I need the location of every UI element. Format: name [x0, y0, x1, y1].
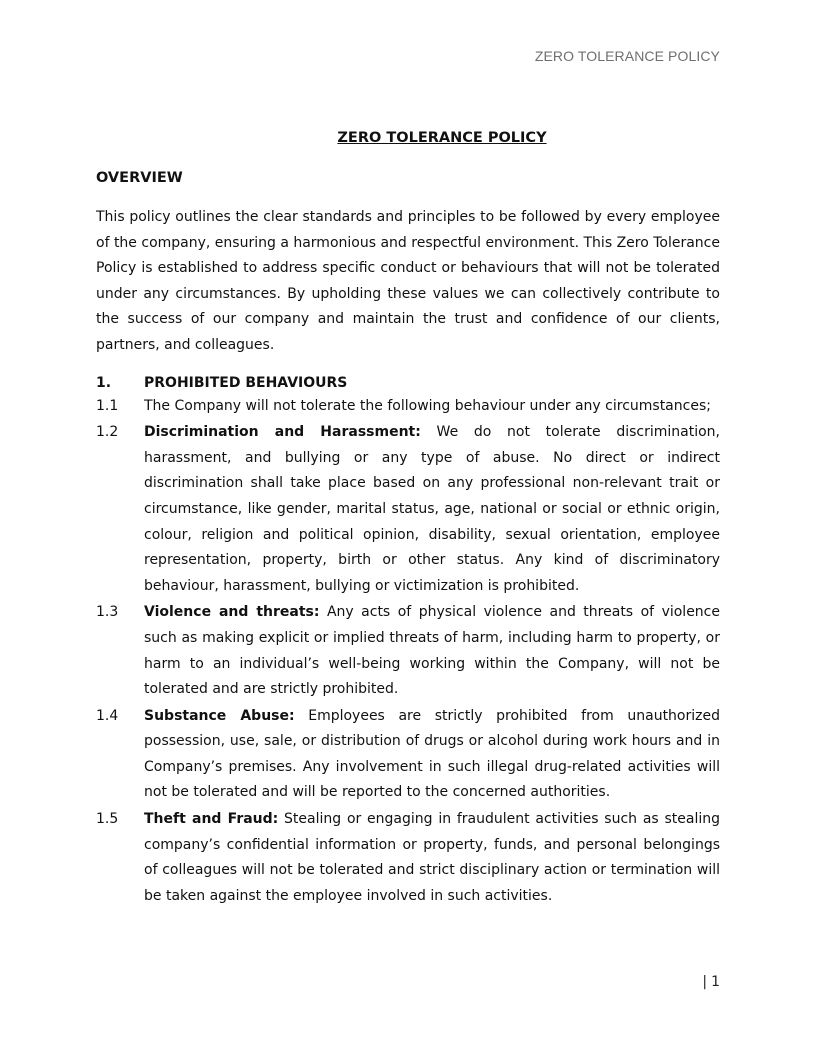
item-text: The Company will not tolerate the following behaviour under any circumstances; [144, 397, 711, 414]
running-header: ZERO TOLERANCE POLICY [534, 48, 720, 64]
page-number: 1 [711, 974, 720, 990]
item-body [144, 807, 720, 909]
item-body [144, 394, 720, 420]
item-body [144, 704, 720, 806]
item-body [144, 600, 720, 702]
item-text: We do not tolerate discrimination, harassment, and bullying or any type of abuse. No direct or indirect discrimination shall take place based on any professional non-relevant trait or circumstance, like gender, marital status, age, national or social or ethnic origin, colour, religion and political opinion, disability, sexual orientation, employee representation, property, birth or other status. Any kind of discriminatory behaviour, harassment, bullying or victimization is prohibited. [144, 424, 721, 594]
item-body [144, 420, 720, 599]
document-title: ZERO TOLERANCE POLICY [337, 130, 547, 146]
list-item [96, 704, 720, 806]
item-lead: Discrimination and Harassment: [144, 424, 421, 441]
item-number: 1.5 [96, 811, 119, 828]
section-heading [96, 373, 720, 393]
item-number: 1.1 [96, 397, 119, 414]
item-text: Any acts of physical violence and threats of violence such as making explicit or implied threats of harm, including harm to property, or harm to an individual’s well-being working within the Company, will not be tolerated and are strictly prohibited. [144, 604, 720, 698]
item-number: 1.2 [96, 424, 119, 441]
item-lead: Violence and threats: [144, 604, 320, 621]
intro-paragraph: This policy outlines the clear standards and principles to be followed by every employee of the company, ensuring a harmonious and respectful environment. This Zero Tolerance Policy is established to address specific conduct or behaviours that will not be tolerated under any circumstances. By upholding these values we can collectively contribute to the success of our company and maintain the trust and confidence of our clients, partners, and colleagues. [96, 209, 720, 353]
list-item [96, 600, 720, 702]
page-footer [702, 974, 720, 990]
list-item [96, 394, 720, 420]
item-number: 1.3 [96, 604, 119, 621]
footer-separator: | [702, 974, 708, 990]
overview-heading: OVERVIEW [96, 170, 183, 186]
item-text: Stealing or engaging in fraudulent activities such as stealing company’s confidential information or property, funds, and personal belongings of colleagues will not be tolerated and strict disciplinary action or termination will be taken against the employee involved in such activities. [144, 811, 721, 904]
list-item [96, 807, 720, 909]
section-number: 1. [96, 374, 112, 391]
document-body [96, 128, 720, 909]
item-text: Employees are strictly prohibited from unauthorized possession, use, sale, or distribution of drugs or alcohol during work hours and in Company’s premises. Any involvement in such illegal drug-related activities will not be tolerated and will be reported to the concerned authorities. [144, 707, 720, 801]
item-lead: Substance Abuse: [144, 707, 295, 724]
item-number: 1.4 [96, 707, 119, 724]
item-lead: Theft and Fraud: [144, 811, 279, 828]
list-item [96, 420, 720, 599]
section-title: PROHIBITED BEHAVIOURS [144, 374, 348, 391]
